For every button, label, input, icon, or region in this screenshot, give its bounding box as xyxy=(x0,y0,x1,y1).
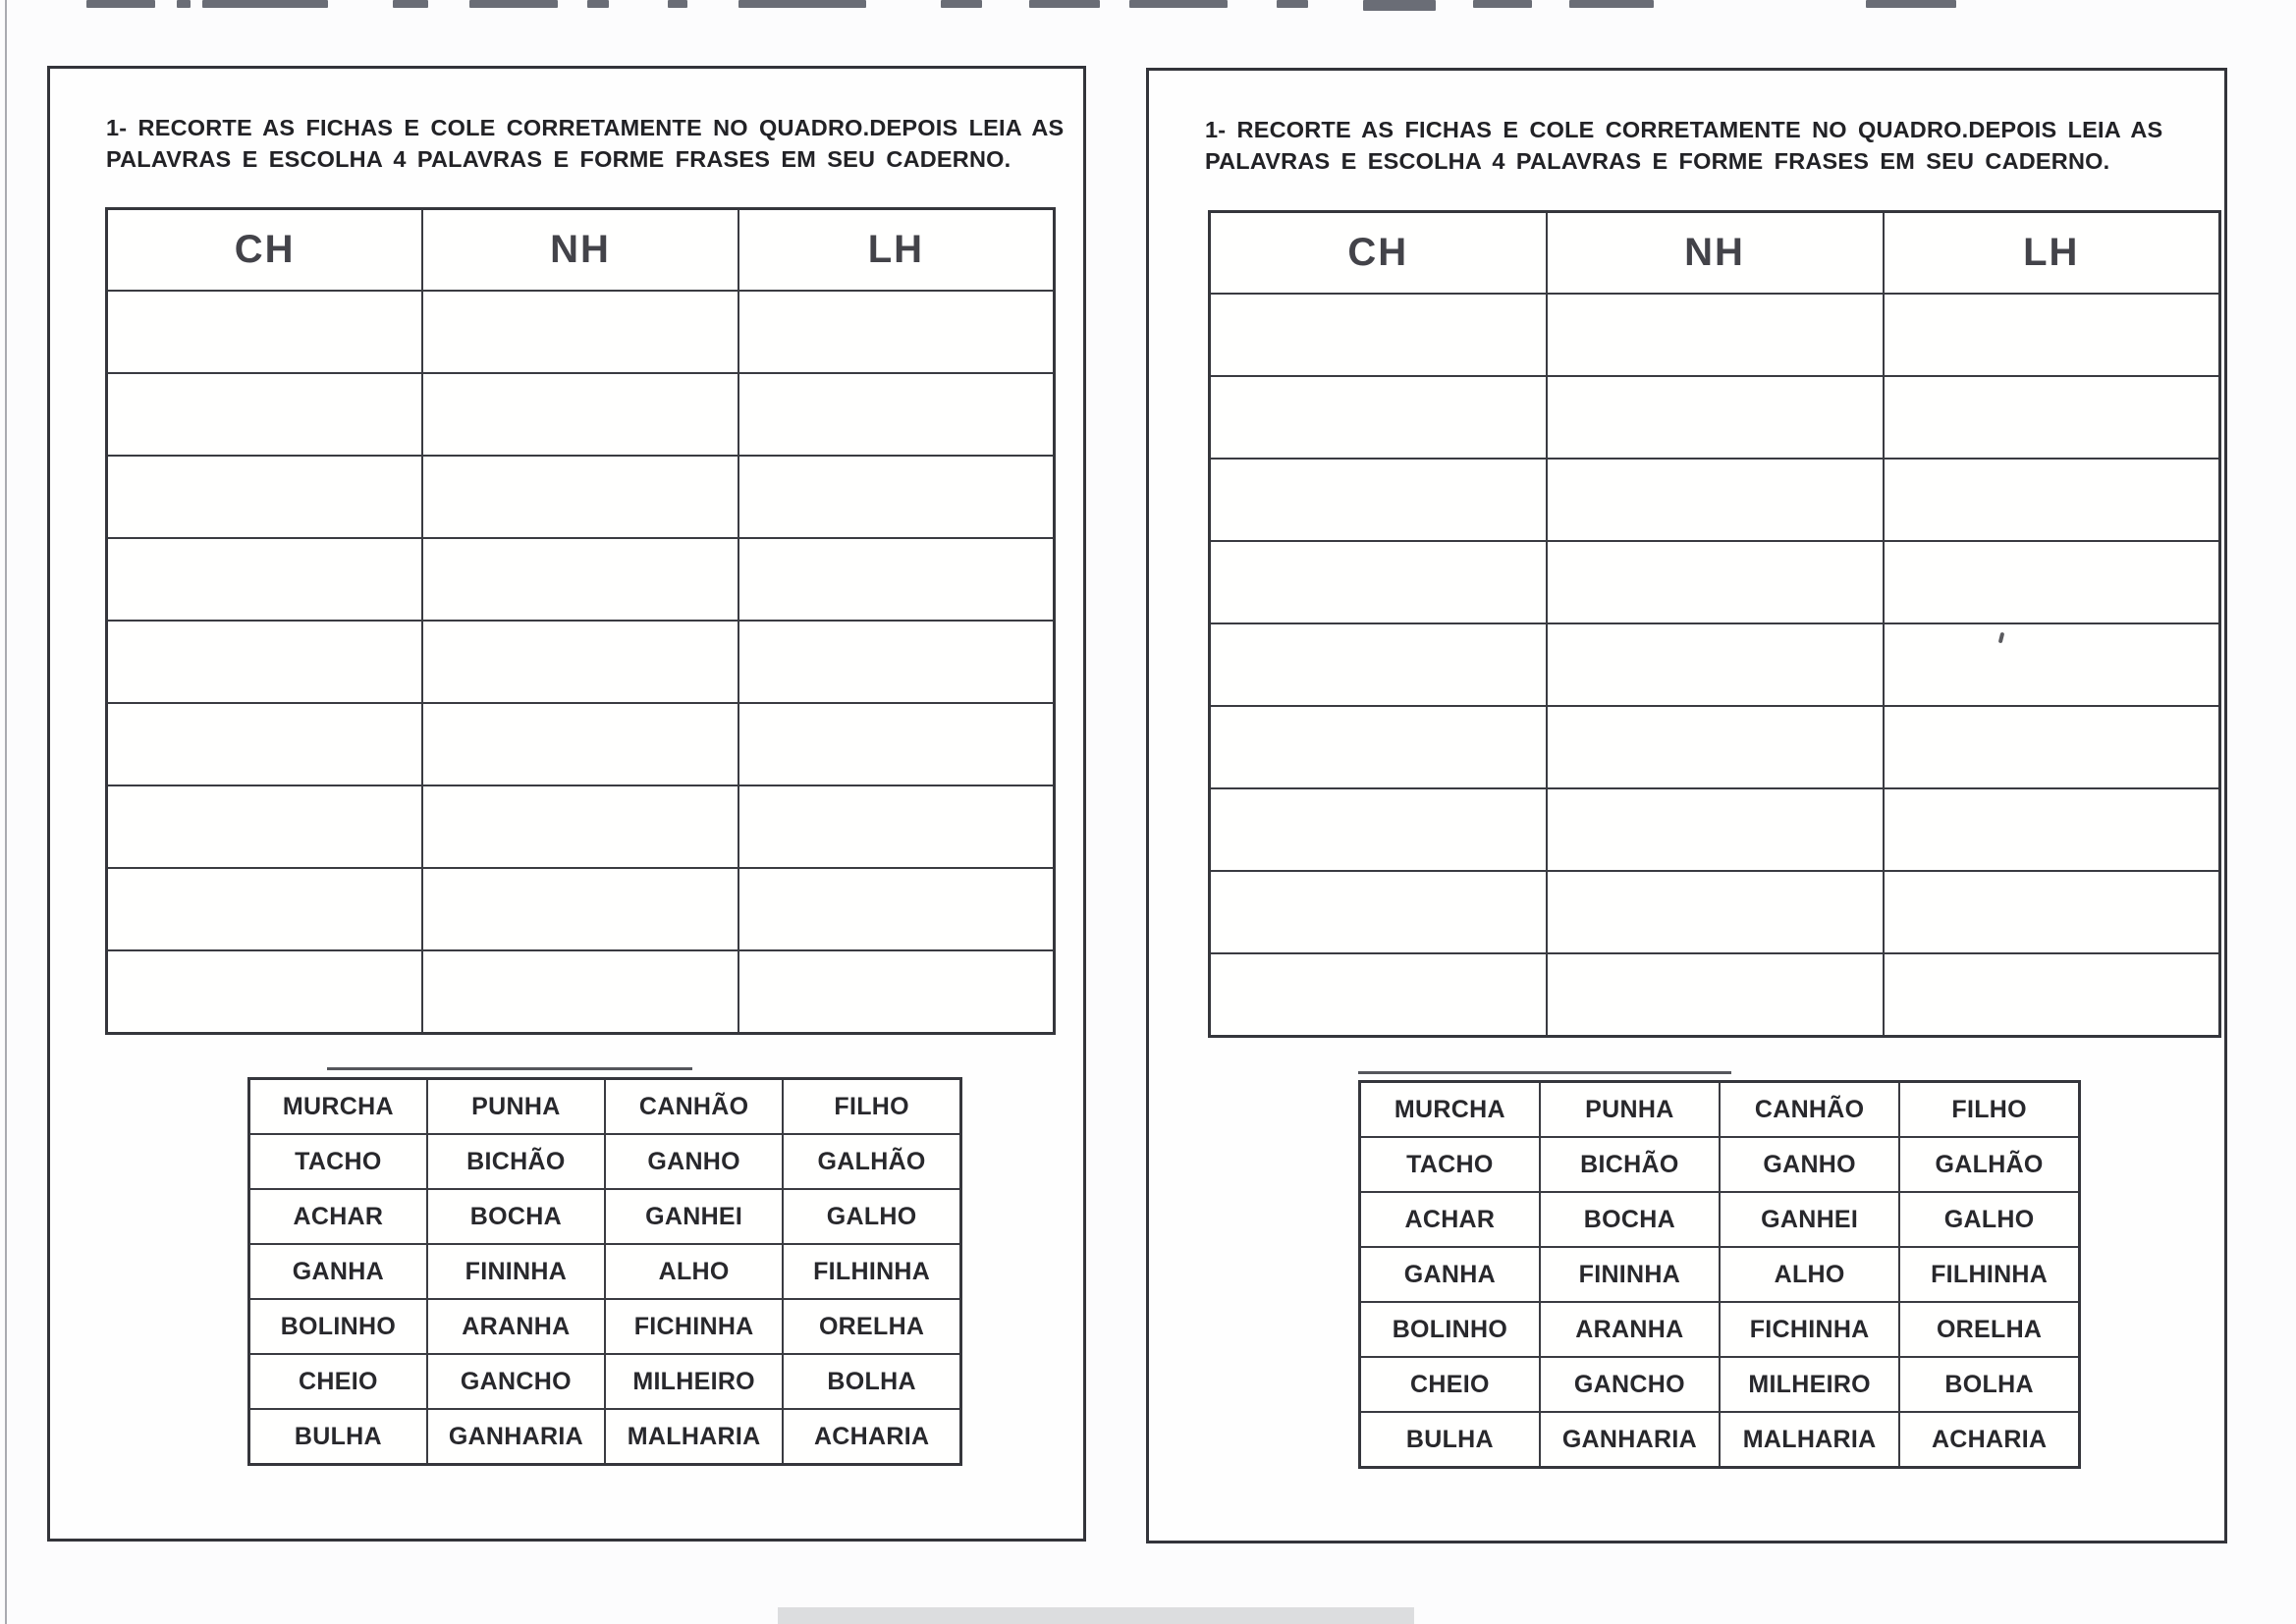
sort-table-header-row xyxy=(107,209,1055,292)
sort-table-empty-row xyxy=(1210,953,2220,1037)
word-bank-cell: PUNHA xyxy=(1540,1082,1720,1138)
word-bank-cell: MALHARIA xyxy=(605,1409,783,1465)
sort-column-header-nh: NH xyxy=(422,209,738,292)
word-bank-cell: FICHINHA xyxy=(605,1299,783,1354)
sort-table-empty-cell xyxy=(422,621,738,703)
word-bank-cell: CANHÃO xyxy=(605,1079,783,1135)
sort-table-empty-cell xyxy=(1884,871,2220,953)
scan-mark xyxy=(1129,0,1228,8)
sort-table-empty-row xyxy=(1210,871,2220,953)
sort-table-empty-cell xyxy=(107,291,423,373)
word-bank-cell: ALHO xyxy=(605,1244,783,1299)
scan-mark xyxy=(738,0,866,8)
sort-column-header-lh: LH xyxy=(738,209,1055,292)
word-bank-cell: GANHA xyxy=(249,1244,427,1299)
sort-table-empty-row xyxy=(1210,459,2220,541)
word-bank-row xyxy=(249,1189,961,1244)
word-bank-cell: GALHÃO xyxy=(1899,1137,2079,1192)
word-bank-cell: BICHÃO xyxy=(427,1134,605,1189)
scan-mark xyxy=(86,0,155,8)
sort-table-empty-cell xyxy=(1210,376,1547,459)
word-bank-cell: ARANHA xyxy=(1540,1302,1720,1357)
instruction-line-2: PALAVRAS E ESCOLHA 4 PALAVRAS E FORME FRASES EM SEU CADERNO. xyxy=(106,146,1011,172)
word-bank-cell: MURCHA xyxy=(249,1079,427,1135)
word-bank-cell: GANHEI xyxy=(1720,1192,1899,1247)
sort-table xyxy=(1208,210,2221,1038)
sort-table-empty-cell xyxy=(107,950,423,1034)
sort-table-empty-row xyxy=(107,538,1055,621)
scan-mark xyxy=(1473,0,1532,8)
word-bank-cell: BULHA xyxy=(249,1409,427,1465)
sort-table-empty-cell xyxy=(1210,623,1547,706)
word-bank-cell: FILHINHA xyxy=(1899,1247,2079,1302)
word-bank-cell: MILHEIRO xyxy=(1720,1357,1899,1412)
word-bank-cell: FICHINHA xyxy=(1720,1302,1899,1357)
sort-column-header-lh: LH xyxy=(1884,212,2220,295)
sort-table-empty-cell xyxy=(738,538,1055,621)
sort-table-empty-cell xyxy=(1547,294,1884,376)
scan-mark xyxy=(469,0,558,8)
word-bank-cell: FILHO xyxy=(1899,1082,2079,1138)
word-bank-cell: MILHEIRO xyxy=(605,1354,783,1409)
sort-table-empty-cell xyxy=(422,538,738,621)
sort-table-empty-cell xyxy=(422,703,738,785)
sort-table-empty-cell xyxy=(1884,706,2220,788)
worksheet-panel-left xyxy=(47,66,1086,1542)
sort-table-empty-cell xyxy=(738,621,1055,703)
word-bank-cell: BOCHA xyxy=(427,1189,605,1244)
word-bank-row xyxy=(1360,1412,2080,1468)
word-bank-cell: ARANHA xyxy=(427,1299,605,1354)
word-bank-row xyxy=(1360,1137,2080,1192)
sort-table-empty-cell xyxy=(1884,541,2220,623)
word-bank-cell: BOCHA xyxy=(1540,1192,1720,1247)
word-bank-cell: GALHO xyxy=(783,1189,960,1244)
sort-table-empty-cell xyxy=(422,456,738,538)
sort-table-empty-cell xyxy=(738,291,1055,373)
sort-table-empty-cell xyxy=(422,950,738,1034)
sort-table-empty-cell xyxy=(107,703,423,785)
instruction-line-2: PALAVRAS E ESCOLHA 4 PALAVRAS E FORME FRASES EM SEU CADERNO. xyxy=(1205,148,2110,174)
sort-table-empty-row xyxy=(107,868,1055,950)
sort-table-empty-row xyxy=(1210,623,2220,706)
sort-table-empty-cell xyxy=(422,868,738,950)
scan-mark xyxy=(202,0,328,8)
sort-table-empty-row xyxy=(1210,788,2220,871)
word-bank-cell: GANCHO xyxy=(427,1354,605,1409)
sort-table-empty-row xyxy=(107,456,1055,538)
word-bank-row xyxy=(1360,1247,2080,1302)
sort-table-header-row xyxy=(1210,212,2220,295)
word-bank-cell: BOLINHO xyxy=(1360,1302,1540,1357)
word-bank-cell: GANHEI xyxy=(605,1189,783,1244)
scan-mark xyxy=(668,0,687,8)
scan-mark xyxy=(1569,0,1654,8)
word-bank xyxy=(247,1077,962,1466)
sort-table-empty-cell xyxy=(1210,706,1547,788)
word-bank-row xyxy=(249,1354,961,1409)
instruction-line-1: 1- RECORTE AS FICHAS E COLE CORRETAMENTE NO QUADRO.DEPOIS LEIA AS xyxy=(1205,117,2163,142)
sort-table-empty-row xyxy=(107,703,1055,785)
sort-table-empty-cell xyxy=(1547,376,1884,459)
word-bank-cell: GANHARIA xyxy=(427,1409,605,1465)
word-bank-row xyxy=(249,1079,961,1135)
scan-mark xyxy=(1277,0,1308,8)
sort-table-empty-cell xyxy=(1547,541,1884,623)
sort-table-empty-cell xyxy=(1210,294,1547,376)
sort-table-empty-row xyxy=(107,950,1055,1034)
sort-table-empty-cell xyxy=(1547,871,1884,953)
sort-table-empty-cell xyxy=(1210,459,1547,541)
scan-mark xyxy=(393,0,428,8)
scan-mark xyxy=(1029,0,1100,8)
instruction-text xyxy=(106,112,1064,175)
word-bank-cell: GALHO xyxy=(1899,1192,2079,1247)
sort-table-empty-cell xyxy=(738,456,1055,538)
scan-stray-line xyxy=(1358,1071,1731,1074)
sort-table-empty-cell xyxy=(1547,706,1884,788)
sort-table-empty-row xyxy=(1210,706,2220,788)
word-bank-cell: FILHO xyxy=(783,1079,960,1135)
word-bank-row xyxy=(249,1299,961,1354)
sort-table-empty-row xyxy=(1210,294,2220,376)
word-bank-cell: GANHARIA xyxy=(1540,1412,1720,1468)
sort-table-empty-cell xyxy=(107,868,423,950)
word-bank-cell: TACHO xyxy=(1360,1137,1540,1192)
word-bank-row xyxy=(249,1244,961,1299)
word-bank-cell: GANHO xyxy=(1720,1137,1899,1192)
word-bank-cell: FILHINHA xyxy=(783,1244,960,1299)
sort-table-empty-cell xyxy=(1547,788,1884,871)
word-bank-cell: CHEIO xyxy=(249,1354,427,1409)
sort-table-empty-cell xyxy=(1884,294,2220,376)
sort-table-empty-cell xyxy=(107,538,423,621)
sort-table-empty-cell xyxy=(1884,376,2220,459)
sort-table-empty-cell xyxy=(1210,541,1547,623)
sort-column-header-ch: CH xyxy=(1210,212,1547,295)
scan-edge-line xyxy=(5,0,7,1624)
sort-table-empty-cell xyxy=(1884,459,2220,541)
sort-table-empty-row xyxy=(107,621,1055,703)
worksheet-panel-right xyxy=(1146,68,2227,1543)
scan-bottom-strip xyxy=(778,1607,1414,1624)
scan-mark xyxy=(587,0,609,8)
scan-mark xyxy=(1866,0,1956,8)
instruction-text xyxy=(1205,114,2162,177)
word-bank-cell: GANHO xyxy=(605,1134,783,1189)
word-bank-cell: ORELHA xyxy=(783,1299,960,1354)
sort-table-empty-cell xyxy=(422,785,738,868)
sort-table-empty-cell xyxy=(1884,623,2220,706)
scan-mark xyxy=(1363,0,1436,11)
sort-table-empty-cell xyxy=(738,785,1055,868)
sort-table-empty-cell xyxy=(738,868,1055,950)
word-bank-cell: FININHA xyxy=(1540,1247,1720,1302)
sort-table-empty-row xyxy=(1210,541,2220,623)
scan-mark xyxy=(941,0,982,8)
word-bank-row xyxy=(249,1409,961,1465)
sort-table-empty-cell xyxy=(738,703,1055,785)
word-bank-cell: ALHO xyxy=(1720,1247,1899,1302)
sort-table-empty-cell xyxy=(1884,953,2220,1037)
sort-table-empty-cell xyxy=(422,373,738,456)
word-bank-cell: CANHÃO xyxy=(1720,1082,1899,1138)
word-bank-cell: ACHAR xyxy=(249,1189,427,1244)
scan-stray-line xyxy=(327,1067,692,1070)
word-bank-cell: GANHA xyxy=(1360,1247,1540,1302)
instruction-line-1: 1- RECORTE AS FICHAS E COLE CORRETAMENTE NO QUADRO.DEPOIS LEIA AS xyxy=(106,115,1065,140)
sort-table-empty-cell xyxy=(738,373,1055,456)
word-bank-cell: BULHA xyxy=(1360,1412,1540,1468)
sort-table-empty-row xyxy=(1210,376,2220,459)
word-bank-cell: ACHAR xyxy=(1360,1192,1540,1247)
word-bank-cell: GALHÃO xyxy=(783,1134,960,1189)
sort-table-empty-row xyxy=(107,373,1055,456)
sort-table-empty-cell xyxy=(107,785,423,868)
word-bank-row xyxy=(1360,1082,2080,1138)
word-bank xyxy=(1358,1080,2081,1469)
word-bank-cell: TACHO xyxy=(249,1134,427,1189)
word-bank-cell: BOLHA xyxy=(783,1354,960,1409)
sort-table-empty-cell xyxy=(1547,623,1884,706)
word-bank-cell: GANCHO xyxy=(1540,1357,1720,1412)
sort-table-empty-cell xyxy=(1884,788,2220,871)
sort-table-empty-cell xyxy=(1210,953,1547,1037)
sort-table-empty-row xyxy=(107,291,1055,373)
sort-table-empty-cell xyxy=(107,621,423,703)
word-bank-cell: MURCHA xyxy=(1360,1082,1540,1138)
sort-table-empty-cell xyxy=(107,373,423,456)
word-bank-cell: PUNHA xyxy=(427,1079,605,1135)
sort-table-empty-cell xyxy=(738,950,1055,1034)
sort-column-header-ch: CH xyxy=(107,209,423,292)
sort-table xyxy=(105,207,1056,1035)
sort-column-header-nh: NH xyxy=(1547,212,1884,295)
word-bank-cell: BOLHA xyxy=(1899,1357,2079,1412)
word-bank-cell: BICHÃO xyxy=(1540,1137,1720,1192)
sort-table-empty-cell xyxy=(422,291,738,373)
sort-table-empty-cell xyxy=(1210,871,1547,953)
sort-table-empty-row xyxy=(107,785,1055,868)
sort-table-empty-cell xyxy=(1547,459,1884,541)
word-bank-cell: ORELHA xyxy=(1899,1302,2079,1357)
word-bank-cell: BOLINHO xyxy=(249,1299,427,1354)
word-bank-cell: CHEIO xyxy=(1360,1357,1540,1412)
word-bank-cell: MALHARIA xyxy=(1720,1412,1899,1468)
word-bank-row xyxy=(1360,1357,2080,1412)
word-bank-row xyxy=(1360,1302,2080,1357)
word-bank-cell: ACHARIA xyxy=(1899,1412,2079,1468)
scan-mark xyxy=(177,0,191,8)
word-bank-row xyxy=(249,1134,961,1189)
word-bank-cell: FININHA xyxy=(427,1244,605,1299)
sort-table-empty-cell xyxy=(1210,788,1547,871)
sort-table-empty-cell xyxy=(107,456,423,538)
word-bank-row xyxy=(1360,1192,2080,1247)
sort-table-empty-cell xyxy=(1547,953,1884,1037)
word-bank-cell: ACHARIA xyxy=(783,1409,960,1465)
